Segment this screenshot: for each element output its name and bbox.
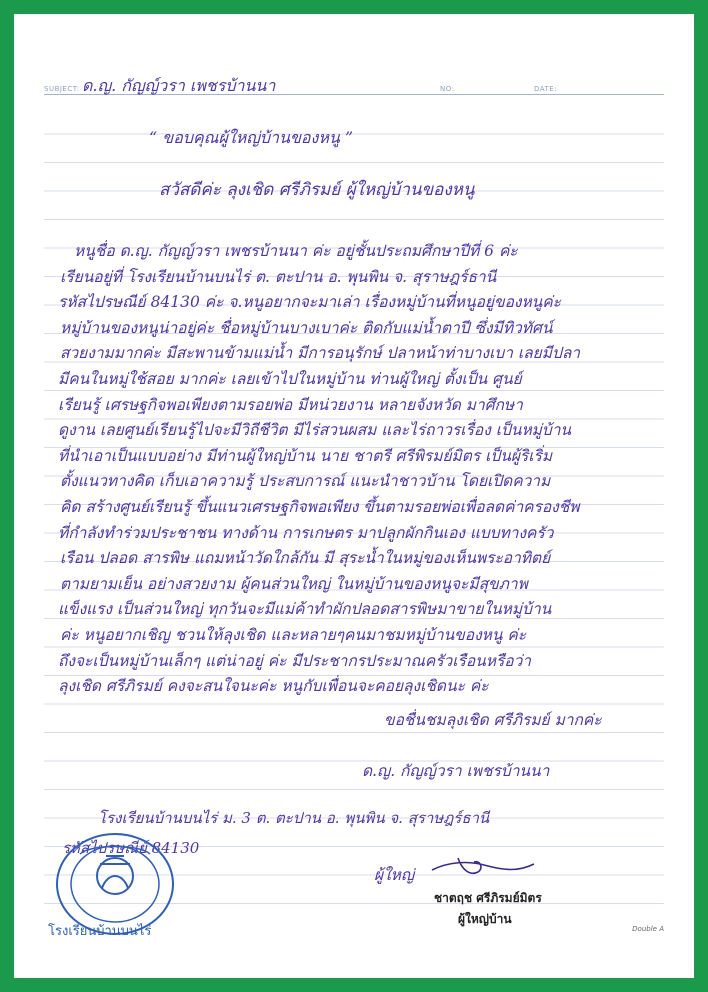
letter-closing: ขอชื่นชมลุงเชิด ศรีภิรมย์ มากค่ะ (384, 711, 602, 729)
letter-line: รหัสไปรษณีย์ 84130 ค่ะ จ.หนูอยากจะมาเล่า เรื่องหมู่บ้านที่หนูอยู่ของหนูค่ะ (58, 293, 561, 312)
subject-value: ด.ญ. กัญญ์วรา เพชรบ้านนา (82, 76, 276, 95)
letter-greeting: สวัสดีค่ะ ลุงเชิด ศรีภิรมย์ ผู้ใหญ่บ้านของหนู (159, 180, 475, 200)
letter-line: เรียนอยู่ที่ โรงเรียนบ้านบนไร่ ต. ตะปาน อ. พุนพิน จ. สุราษฎร์ธานี (60, 267, 497, 286)
letter-line: ที่กำลังทำร่วมประชาชน ทางด้าน การเกษตร มาปลูกผักกินเอง แบบทางครัว (58, 523, 554, 542)
letter-line: สวยงามมากค่ะ มีสะพานข้ามแม่น้ำ มีการอนุรักษ์ ปลาหน้าท่าบางเบา เลยมีปลา (60, 344, 581, 363)
subject-label: SUBJECT: (44, 85, 80, 93)
no-label: NO: (440, 85, 455, 93)
letter-line: หมู่บ้านของหนูน่าอยู่ค่ะ ชื่อหมู่บ้านบางเบาค่ะ ติดกับแม่น้ำตาปี ซึ่งมีทิวทัศน์ (60, 318, 553, 337)
letter-title: “ ขอบคุณผู้ใหญ่บ้านของหนู ” (149, 128, 354, 147)
letter-line: หนูชื่อ ด.ญ. กัญญ์วรา เพชรบ้านนา ค่ะ อยู่ชั้นประถมศึกษาปีที่ 6 ค่ะ (74, 242, 518, 260)
letter-line: ที่นำเอาเป็นแบบอย่าง มีท่านผู้ใหญ่บ้าน นาย ชาตรี ศรีพิรมย์มิตร เป็นผู้ริเริ่ม (58, 446, 553, 465)
letter-line: ค่ะ หนูอยากเชิญ ชวนให้ลุงเชิด และหลายๆคนมาชมหมู่บ้านของหนู ค่ะ (60, 626, 527, 644)
letter-line: ดูงาน เลยศูนย์เรียนรู้ไปจะมีวิถีชีวิต มีไร่สวนผสม และไร่ถาวรเรื่อง เป็นหมู่บ้าน (58, 421, 572, 440)
letter-line: ลุงเชิด ศรีภิรมย์ คงจะสนใจนะค่ะ หนูกับเพื่อนจะคอยลุงเชิดนะ ค่ะ (58, 677, 489, 696)
letter-line: ถึงจะเป็นหมู่บ้านเล็กๆ แต่น่าอยู่ ค่ะ มีประชากรประมาณครัวเรือนหรือว่า (58, 651, 532, 670)
letter-page (14, 14, 694, 978)
letter-line: เรียนรู้ เศรษฐกิจพอเพียงตามรอยพ่อ มีหน่วยงาน หลายจังหวัด มาศึกษา (58, 395, 523, 414)
school-address: โรงเรียนบ้านบนไร่ ม. 3 ต. ตะปาน อ. พุนพิน จ. สุราษฎร์ธานี (98, 809, 490, 827)
letter-line: คิด สร้างศูนย์เรียนรู้ ขึ้นแนวเศรษฐกิจพอเพียง ขึ้นตามรอยพ่อเพื่อลดค่าครองชีพ (60, 498, 580, 516)
letter-line: ตามยามเย็น อย่างสวยงาม ผู้คนส่วนใหญ่ ในหมู่บ้านของหนูจะมีสุขภาพ (60, 574, 528, 593)
stamp-text: โรงเรียนบ้านบนไร่ (48, 924, 152, 939)
sender-name: ด.ญ. กัญญ์วรา เพชรบ้านนา (362, 762, 550, 780)
letter-line: ตั้งแนวทางคิด เก็บเอาความรู้ ประสบการณ์ แนะนำชาวบ้าน โดยเปิดความ (60, 472, 551, 491)
letter-line: มีคนในหมู่ใช้สอย มากค่ะ เลยเข้าไปในหมู่บ้าน ท่านผู้ใหญ่ ตั้งเป็น ศูนย์ (58, 370, 522, 388)
headman-printed-title: ผู้ใหญ่บ้าน (458, 912, 512, 926)
paper-brand: Double A (632, 925, 664, 933)
date-label: DATE: (534, 85, 558, 93)
letter-line: แข็งแรง เป็นส่วนใหญ่ ทุกวันจะมีแม่ค้าทำผักปลอดสารพิษมาขายในหมู่บ้าน (58, 600, 552, 619)
headman-signature (428, 852, 538, 882)
headman-label: ผู้ใหญ่ (374, 866, 415, 884)
letter-line: เรือน ปลอด สารพิษ แถมหน้าวัดใกล้กัน มี สุระน้ำในหมู่ของเห็นพระอาทิตย์ (60, 549, 551, 568)
postal-code: รหัสไปรษณีย์ 84130 (62, 839, 200, 857)
headman-printed-name: ชาตฤช ศรีภิรมย์มิตร (434, 891, 542, 905)
